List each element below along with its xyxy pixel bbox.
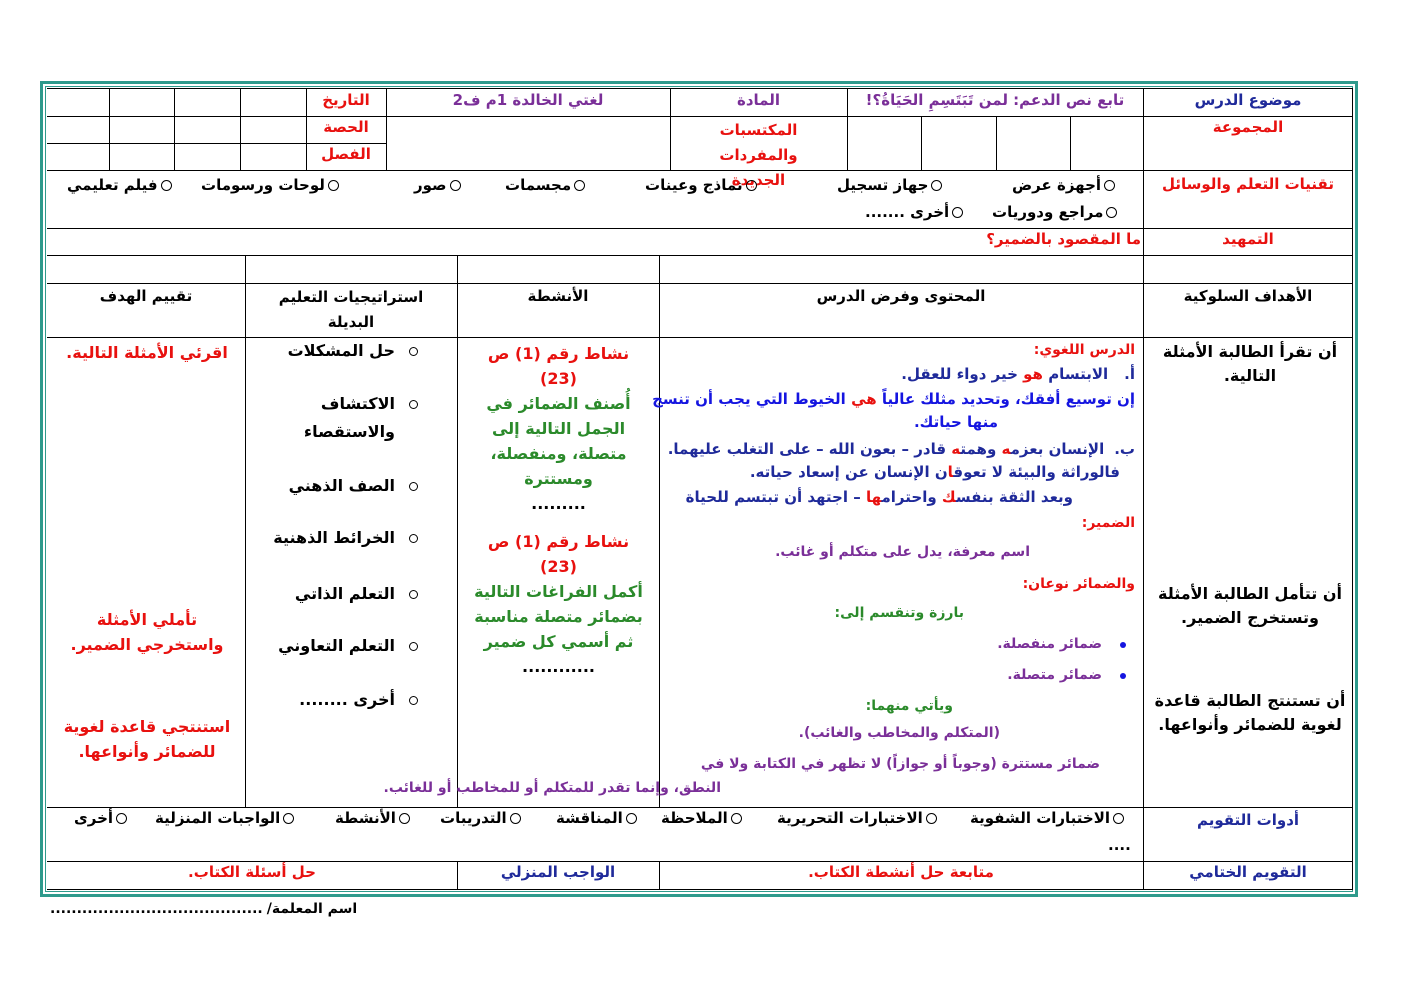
example-b3-text-end: – اجتهد أن تبتسم للحياة — [685, 488, 866, 506]
activity-2-line: ثم أسمي كل ضمير — [483, 632, 634, 651]
types-label-text: والضمائر نوعان: — [1022, 576, 1135, 592]
tools-dots: .... — [1108, 836, 1131, 854]
date-cell-4[interactable] — [47, 88, 110, 117]
option-images[interactable] — [414, 175, 461, 194]
option-label: فيلم تعليمي — [67, 176, 158, 194]
example-b-line1 — [668, 440, 1135, 458]
teacher-label: اسم المعلمة/ — [266, 901, 358, 917]
option-projector[interactable] — [1012, 175, 1115, 194]
radio-icon — [1106, 207, 1117, 218]
strategy-label: حل المشكلات — [287, 341, 395, 360]
class-label-cell — [306, 143, 387, 171]
option-label: لوحات ورسومات — [201, 176, 325, 194]
tool-homework[interactable] — [155, 809, 294, 827]
tool-written-tests[interactable] — [777, 809, 937, 827]
period-label-cell — [306, 116, 387, 144]
example-a-line3 — [914, 413, 998, 431]
group-label-cell — [1143, 116, 1353, 171]
group-cell-4[interactable] — [847, 116, 922, 171]
comes-list-text: (المتكلم والمخاطب والغائب). — [798, 725, 1000, 741]
final-value-cell — [659, 861, 1144, 890]
intro-question-cell — [47, 228, 1144, 256]
activity-1 — [462, 341, 655, 516]
evaluation-2-line2: واستخرجي الضمير. — [70, 635, 224, 654]
types-label — [1023, 576, 1135, 592]
class-cell-4[interactable] — [47, 143, 110, 171]
hidden-line2 — [384, 780, 722, 796]
option-film[interactable] — [67, 175, 172, 194]
objective-3: أن تستنتج الطالبة قاعدة لغوية للضمائر وأنواعها. — [1154, 691, 1346, 734]
radio-icon — [731, 813, 742, 824]
strategy-self-learning[interactable] — [295, 584, 418, 603]
visible-label-text: بارزة وتنقسم إلى: — [834, 605, 964, 621]
date-cell-1[interactable] — [240, 88, 307, 117]
subject-value-cell — [386, 88, 671, 117]
circle-icon — [409, 400, 418, 409]
objective-2: أن تتأمل الطالبة الأمثلة وتستخرج الضمير. — [1158, 584, 1342, 627]
objectives-header — [1143, 283, 1353, 338]
final-value: متابعة حل أنشطة الكتاب. — [808, 863, 994, 881]
example-b1-text-mid: وهمت — [960, 440, 1002, 458]
circle-icon — [409, 696, 418, 705]
detached-item — [997, 636, 1126, 652]
strategy-mind-maps[interactable] — [273, 528, 418, 547]
vocab-label: المكتسبات والمفردات الجديدة — [719, 121, 798, 189]
evaluation-header-label: تقييم الهدف — [99, 287, 193, 305]
option-boards[interactable] — [201, 175, 339, 194]
option-label: جهاز تسجيل — [837, 176, 929, 194]
date-label-cell — [306, 88, 387, 117]
activity-2-dots: ............ — [522, 657, 595, 676]
example-b1-highlight: ه — [1001, 440, 1011, 458]
radio-icon — [161, 180, 172, 191]
strategy-investigation — [304, 422, 418, 441]
homework-value: حل أسئلة الكتاب. — [188, 863, 316, 881]
example-a3-text: منها حياتك. — [913, 413, 998, 431]
activity-1-line: أُصنف الضمائر في — [486, 394, 631, 413]
tool-other[interactable] — [74, 809, 127, 827]
activity-1-line: متصلة، ومنفصلة، — [490, 444, 627, 463]
spacer-cell-evaluation — [47, 255, 246, 284]
pronoun-label-text: الضمير: — [1081, 515, 1135, 531]
period-cell-1[interactable] — [240, 116, 307, 144]
circle-icon — [409, 347, 418, 356]
option-label: أخرى ....... — [865, 203, 950, 221]
group-cell-3[interactable] — [921, 116, 997, 171]
spacer-cell-activities — [457, 255, 660, 284]
lesson-label-text: الدرس اللغوي: — [1033, 342, 1135, 358]
topic-label-cell — [1143, 88, 1353, 117]
radio-icon — [450, 180, 461, 191]
activity-2-page: (23) — [540, 557, 577, 576]
example-b2-highlight: ا — [947, 463, 954, 481]
activity-1-title: نشاط رقم (1) ص — [487, 344, 630, 363]
tool-observation[interactable] — [661, 809, 742, 827]
intro-label-cell — [1143, 228, 1353, 256]
bullet-icon — [1120, 673, 1126, 679]
example-a-text-end: خير دواء للعقل. — [901, 365, 1024, 383]
example-b-line3 — [686, 488, 1073, 506]
evaluation-2 — [52, 607, 242, 657]
topic-value-cell — [847, 88, 1144, 117]
intro-question: ما المقصود بالضمير؟ — [986, 230, 1141, 248]
tool-label: الأنشطة — [335, 809, 396, 827]
period-label: الحصة — [323, 118, 369, 136]
strategy-label: الصف الذهني — [288, 476, 395, 495]
subject-label-cell — [670, 88, 848, 117]
radio-icon — [746, 180, 757, 191]
tool-label: الملاحظة — [661, 809, 728, 827]
activities-header — [457, 283, 660, 338]
strategy-label: التعلم التعاوني — [278, 636, 395, 655]
radio-icon — [399, 813, 410, 824]
vocab-value-cell[interactable] — [386, 116, 671, 171]
final-label: التقويم الختامي — [1189, 863, 1307, 881]
option-label: مجسمات — [505, 176, 572, 194]
evaluation-3-line1: استنتجي قاعدة لغوية — [63, 717, 231, 736]
lesson-label — [1034, 342, 1135, 358]
homework-label: الواجب المنزلي — [500, 863, 616, 881]
option-label: أجهزة عرض — [1012, 176, 1102, 194]
tool-label: الواجبات المنزلية — [155, 809, 281, 827]
strategy-problem-solving[interactable] — [288, 341, 418, 360]
radio-icon — [931, 180, 942, 191]
intro-label: التمهيد — [1222, 230, 1274, 248]
class-cell-3[interactable] — [109, 143, 175, 171]
tool-label: الاختبارات الشفوية — [970, 809, 1111, 827]
spacer-cell-strategies — [245, 255, 458, 284]
content-header-label: المحتوى وفرض الدرس — [816, 287, 986, 305]
homework-value-cell — [47, 861, 458, 890]
class-cell-2[interactable] — [174, 143, 241, 171]
strategies-header-label: استراتيجيات التعليم البديلة — [278, 288, 424, 331]
example-b1-highlight-2: ه — [951, 440, 961, 458]
tools-label-cell — [1143, 807, 1353, 862]
tool-discussion[interactable] — [556, 809, 637, 827]
tool-label: أخرى — [74, 809, 114, 827]
strategy-label: الاكتشاف — [320, 394, 395, 413]
evaluation-2-line1: تأملي الأمثلة — [96, 610, 198, 629]
activity-2-title: نشاط رقم (1) ص — [487, 532, 630, 551]
circle-icon — [409, 482, 418, 491]
attached-text: ضمائر متصلة. — [1007, 667, 1102, 683]
tool-oral-tests[interactable] — [970, 809, 1124, 827]
strategy-other[interactable] — [299, 690, 418, 709]
option-label: صور — [414, 176, 447, 194]
homework-label-cell — [457, 861, 660, 890]
activity-1-line: ومستترة — [524, 469, 593, 488]
tool-exercises[interactable] — [440, 809, 521, 827]
option-label: مراجع ودوريات — [992, 203, 1104, 221]
example-a-line2 — [652, 390, 1135, 408]
radio-icon — [926, 813, 937, 824]
topic-label: موضوع الدرس — [1194, 91, 1302, 109]
example-b3-text: وبعد الثقة بنفس — [955, 488, 1073, 506]
radio-icon — [510, 813, 521, 824]
example-b1-text-end: قادر – بعون الله – على التغلب عليهما. — [667, 440, 952, 458]
resources-label: تقنيات التعلم والوسائل — [1162, 175, 1334, 193]
attached-item — [1007, 667, 1126, 683]
hidden-line1-text: ضمائر مستترة (وجوباً أو جوازاً) لا تظهر في الكتابة ولا في — [700, 756, 1100, 772]
option-references[interactable] — [992, 202, 1117, 221]
option-label: نماذج وعينات — [645, 176, 743, 194]
example-a2-text: إن توسيع أفقك، وتحديد مثلك عالياً — [876, 390, 1135, 408]
comes-list — [799, 725, 1000, 741]
tool-label: الاختبارات التحريرية — [777, 809, 923, 827]
radio-icon — [1113, 813, 1124, 824]
teacher-name — [50, 901, 357, 917]
evaluation-1: اقرئي الأمثلة التالية. — [66, 343, 228, 362]
subject-label: المادة — [736, 91, 780, 109]
visible-label — [835, 605, 964, 621]
example-b3-highlight: ك — [941, 488, 956, 506]
circle-icon — [409, 534, 418, 543]
example-b3-highlight-2: ها — [865, 488, 882, 506]
activity-2 — [462, 529, 655, 679]
radio-icon — [283, 813, 294, 824]
activity-1-line: الجمل التالية إلى — [491, 419, 626, 438]
circle-icon — [409, 642, 418, 651]
radio-icon — [328, 180, 339, 191]
class-cell-1[interactable] — [240, 143, 307, 171]
option-recorder[interactable] — [837, 175, 942, 194]
activity-2-line: أكمل الفراغات التالية — [474, 582, 643, 601]
detached-text: ضمائر منفصلة. — [997, 636, 1102, 652]
activity-1-page: (23) — [540, 369, 577, 388]
hidden-line1 — [701, 756, 1100, 772]
resources-label-cell — [1143, 170, 1353, 229]
evaluation-3-line2: للضمائر وأنواعها. — [78, 742, 216, 761]
group-cell-1[interactable] — [1070, 116, 1144, 171]
period-cell-2[interactable] — [174, 116, 241, 144]
tools-label: أدوات التقويم — [1196, 811, 1300, 829]
topic-value: تابع نص الدعم: لمن تَبَتَسِمِ الحَيَاةُ؟! — [865, 91, 1125, 109]
date-cell-2[interactable] — [174, 88, 241, 117]
strategy-label: الخرائط الذهنية — [273, 528, 395, 547]
example-b2-text-end: ن الإنسان عن إسعاد حياته. — [749, 463, 948, 481]
example-b2-text: فالوراثة والبيئة لا تعوق — [953, 463, 1120, 481]
activity-2-line: بضمائر متصلة مناسبة — [474, 607, 643, 626]
strategy-discovery[interactable] — [321, 394, 418, 413]
option-solids[interactable] — [505, 175, 585, 194]
pronoun-definition — [775, 544, 1030, 560]
strategy-cooperative[interactable] — [278, 636, 418, 655]
strategy-label: التعلم الذاتي — [294, 584, 395, 603]
objectives-cell — [1143, 337, 1353, 808]
example-a2-text-end: الخيوط التي يجب أن تنسج — [652, 390, 852, 408]
comes-label-text: ويأتي منهما: — [865, 698, 953, 714]
objectives-header-label: الأهداف السلوكية — [1183, 287, 1313, 305]
example-a — [901, 365, 1135, 383]
strategy-brainstorm[interactable] — [289, 476, 418, 495]
tool-label: التدريبات — [440, 809, 507, 827]
pronoun-definition-text: اسم معرفة، يدل على متكلم أو غائب. — [775, 544, 1030, 560]
radio-icon — [1104, 180, 1115, 191]
example-a-highlight: هو — [1023, 365, 1043, 383]
strategy-label: والاستقصاء — [303, 422, 395, 441]
strategies-header — [245, 283, 458, 338]
example-a-text: الابتسام — [1042, 365, 1109, 383]
evaluation-header — [47, 283, 246, 338]
radio-icon — [626, 813, 637, 824]
group-cell-2[interactable] — [996, 116, 1071, 171]
option-models[interactable] — [645, 175, 757, 194]
radio-icon — [116, 813, 127, 824]
example-b-line2 — [750, 463, 1120, 481]
bullet-icon — [1120, 642, 1126, 648]
date-label: التاريخ — [322, 91, 370, 109]
teacher-name-field[interactable]: ........................................ — [50, 901, 263, 917]
example-a-prefix: أ. — [1124, 365, 1135, 383]
spacer-cell-objectives — [1143, 255, 1353, 284]
final-label-cell — [1143, 861, 1353, 890]
example-b1-text: الإنسان بعزم — [1010, 440, 1105, 458]
class-label: الفصل — [321, 145, 371, 163]
tool-label: المناقشة — [556, 809, 623, 827]
date-cell-3[interactable] — [109, 88, 175, 117]
hidden-line2-text: النطق، وإنما تقدر للمتكلم أو للمخاطب أو للغائب. — [383, 780, 721, 796]
radio-icon — [952, 207, 963, 218]
period-cell-3[interactable] — [109, 116, 175, 144]
comes-label — [866, 698, 953, 714]
pronoun-label — [1082, 515, 1135, 531]
radio-icon — [574, 180, 585, 191]
example-a2-highlight: هي — [851, 390, 877, 408]
group-label: المجموعة — [1212, 118, 1284, 136]
tool-activities[interactable] — [335, 809, 410, 827]
period-cell-4[interactable] — [47, 116, 110, 144]
subject-value: لغتي الخالدة 1م ف2 — [452, 91, 604, 109]
circle-icon — [409, 590, 418, 599]
strategy-label: أخرى ........ — [299, 690, 395, 709]
spacer-cell-content — [659, 255, 1144, 284]
example-b3-text-mid: واحترام — [881, 488, 942, 506]
content-header — [659, 283, 1144, 338]
example-b-prefix: ب. — [1114, 440, 1135, 458]
activity-1-dots: ......... — [531, 494, 586, 513]
option-other[interactable] — [865, 202, 963, 221]
objective-1: أن تقرأ الطالبة الأمثلة التالية. — [1162, 342, 1338, 385]
evaluation-3 — [52, 714, 242, 764]
activities-header-label: الأنشطة — [527, 287, 589, 305]
